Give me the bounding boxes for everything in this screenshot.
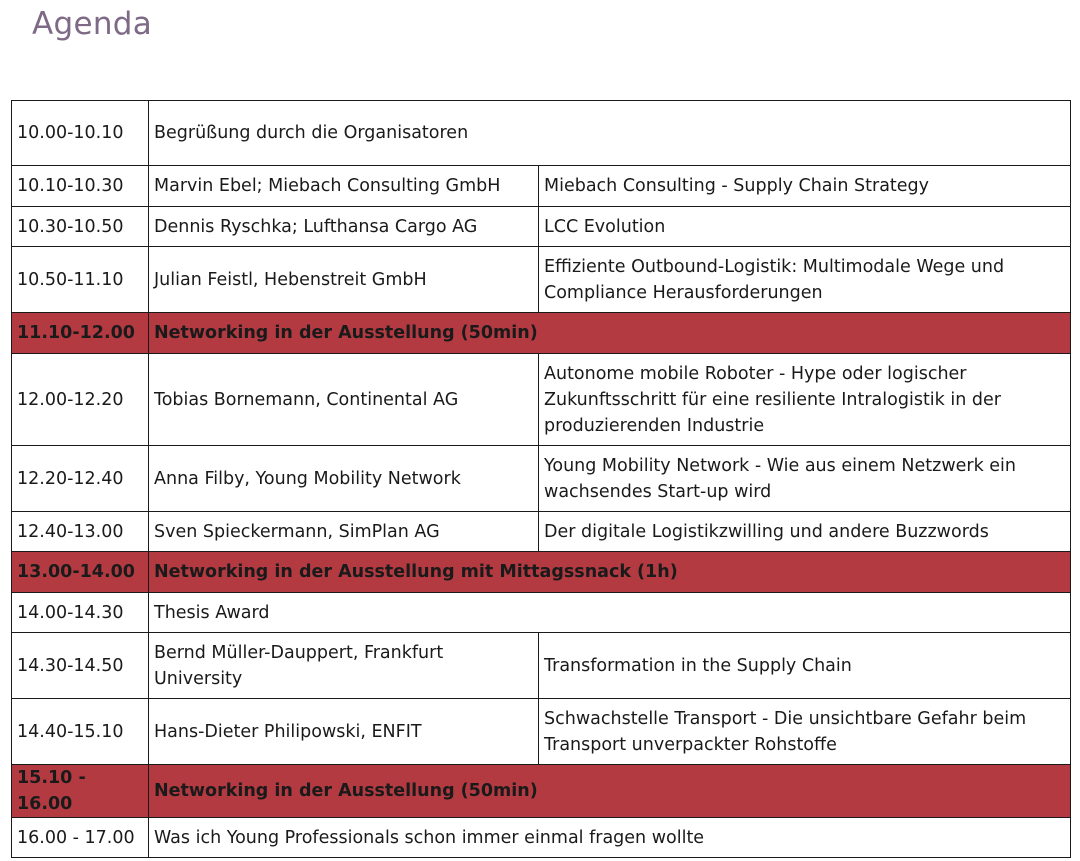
speaker-cell: Anna Filby, Young Mobility Network [149, 446, 539, 512]
speaker-cell: Tobias Bornemann, Continental AG [149, 354, 539, 446]
agenda-break-row [12, 765, 1071, 818]
page-title: Agenda [32, 6, 153, 42]
topic-cell: Miebach Consulting - Supply Chain Strategy [539, 166, 1071, 207]
topic-cell: Young Mobility Network - Wie aus einem Netzwerk ein wachsendes Start-up wird [539, 446, 1071, 512]
time-cell: 12.00-12.20 [12, 354, 149, 446]
speaker-cell: Hans-Dieter Philipowski, ENFIT [149, 699, 539, 765]
time-cell: 11.10-12.00 [12, 313, 149, 354]
agenda-row [12, 446, 1071, 512]
time-cell: 16.00 - 17.00 [12, 818, 149, 858]
topic-cell: Der digitale Logistikzwilling und andere Buzzwords [539, 512, 1071, 552]
time-cell: 13.00-14.00 [12, 552, 149, 593]
topic-cell: LCC Evolution [539, 207, 1071, 247]
agenda-break-row [12, 313, 1071, 354]
topic-cell: Effiziente Outbound-Logistik: Multimodale Wege und Compliance Herausforderungen [539, 247, 1071, 313]
time-cell: 10.30-10.50 [12, 207, 149, 247]
topic-cell: Schwachstelle Transport - Die unsichtbare Gefahr beim Transport unverpackter Rohstoffe [539, 699, 1071, 765]
agenda-table [11, 100, 1071, 858]
agenda-break-row [12, 552, 1071, 593]
agenda-row [12, 166, 1071, 207]
agenda-row [12, 593, 1071, 633]
speaker-cell: Julian Feistl, Hebenstreit GmbH [149, 247, 539, 313]
session-cell: Was ich Young Professionals schon immer einmal fragen wollte [149, 818, 1071, 858]
topic-cell: Autonome mobile Roboter - Hype oder logischer Zukunftsschritt für eine resiliente Intralogistik in der produzierenden Industrie [539, 354, 1071, 446]
agenda-row [12, 818, 1071, 858]
agenda-row [12, 354, 1071, 446]
speaker-cell: Sven Spieckermann, SimPlan AG [149, 512, 539, 552]
time-cell: 12.40-13.00 [12, 512, 149, 552]
agenda-row [12, 633, 1071, 699]
session-cell: Begrüßung durch die Organisatoren [149, 101, 1071, 166]
time-cell: 15.10 - 16.00 [12, 765, 149, 818]
agenda-row [12, 512, 1071, 552]
speaker-cell: Dennis Ryschka; Lufthansa Cargo AG [149, 207, 539, 247]
agenda-row [12, 101, 1071, 166]
speaker-cell: Bernd Müller-Dauppert, Frankfurt University [149, 633, 539, 699]
agenda-body [12, 101, 1071, 858]
time-cell: 14.00-14.30 [12, 593, 149, 633]
speaker-cell: Marvin Ebel; Miebach Consulting GmbH [149, 166, 539, 207]
session-cell: Networking in der Ausstellung mit Mittagssnack (1h) [149, 552, 1071, 593]
time-cell: 14.30-14.50 [12, 633, 149, 699]
session-cell: Networking in der Ausstellung (50min) [149, 765, 1071, 818]
time-cell: 10.00-10.10 [12, 101, 149, 166]
time-cell: 10.50-11.10 [12, 247, 149, 313]
topic-cell: Transformation in the Supply Chain [539, 633, 1071, 699]
agenda-row [12, 247, 1071, 313]
time-cell: 10.10-10.30 [12, 166, 149, 207]
session-cell: Networking in der Ausstellung (50min) [149, 313, 1071, 354]
session-cell: Thesis Award [149, 593, 1071, 633]
time-cell: 12.20-12.40 [12, 446, 149, 512]
time-cell: 14.40-15.10 [12, 699, 149, 765]
agenda-row [12, 207, 1071, 247]
agenda-row [12, 699, 1071, 765]
